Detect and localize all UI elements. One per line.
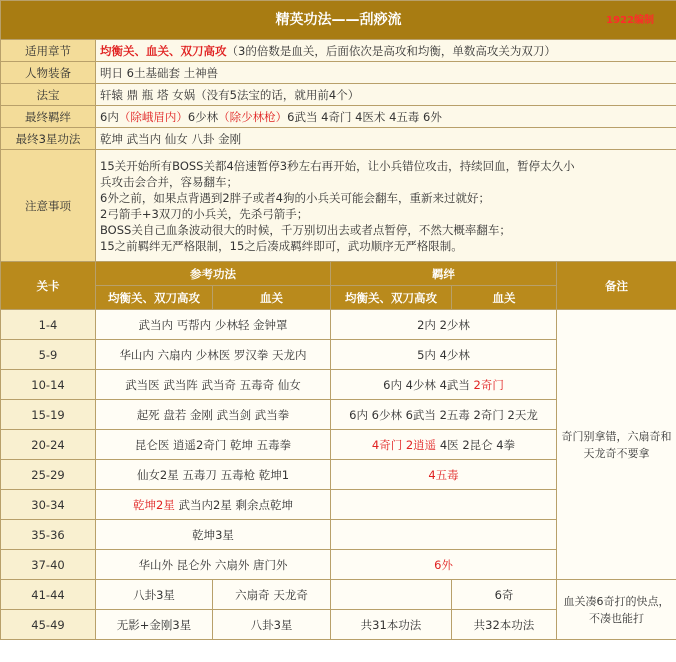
bond-part: 6内	[100, 109, 119, 124]
header-remark: 备注	[557, 262, 676, 310]
table-row	[1, 310, 676, 340]
bond-cell: 4五毒	[331, 460, 557, 490]
table-row	[1, 580, 676, 610]
treasure-label: 法宝	[1, 84, 96, 106]
stage-range: 5-9	[1, 340, 96, 370]
treasure-value: 轩辕 鼎 瓶 塔 女娲（没有5法宝的话，就用前4个）	[96, 84, 676, 106]
skill-highlight: 乾坤2星	[133, 497, 175, 512]
bond-cell: 2内 2少林	[331, 310, 557, 340]
stage-range: 35-36	[1, 520, 96, 550]
note-line: 兵攻击会合并，容易翻车；	[100, 174, 238, 189]
bond-part: 4医 2昆仑 4拳	[436, 437, 516, 452]
notes-value	[96, 150, 676, 262]
stage-range: 15-19	[1, 400, 96, 430]
stage-range: 45-49	[1, 610, 96, 640]
stage-range: 1-4	[1, 310, 96, 340]
note-line: 6外之前，如果点背遇到2胖子或者4狗的小兵关可能会翻车，重新来过就好；	[100, 190, 490, 205]
chapters-highlight: 均衡关、血关、双刀高攻	[100, 43, 227, 58]
skill-cell: 昆仑医 逍遥2奇门 乾坤 五毒拳	[96, 430, 331, 460]
header-skill-blood: 血关	[213, 286, 331, 310]
bond-cell	[331, 490, 557, 520]
notes-label: 注意事项	[1, 150, 96, 262]
note-line: 2弓箭手+3双刀的小兵关，先杀弓箭手；	[100, 206, 309, 221]
bond-part: 6少林	[187, 109, 219, 124]
table-title	[1, 1, 676, 40]
header-bond: 羁绊	[331, 262, 557, 286]
equipment-label: 人物装备	[1, 62, 96, 84]
header-bond-balanced: 均衡关、双刀高攻	[331, 286, 452, 310]
bond-blood-cell: 共32本功法	[452, 610, 557, 640]
bond-cell: 5内 4少林	[331, 340, 557, 370]
skills-value: 乾坤 武当内 仙女 八卦 金刚	[96, 128, 676, 150]
bond-exception: （除峨眉内）	[118, 109, 188, 124]
skill-balanced-cell: 八卦3星	[96, 580, 213, 610]
remark-cell-2: 血关凑6奇打的快点，不凑也能打	[557, 580, 676, 640]
bond-part: 6武当 4奇门 4医术 4五毒 6外	[287, 109, 442, 124]
bond-exception: （除少林枪）	[218, 109, 288, 124]
title-text: 精英功法——刮痧流	[275, 12, 402, 28]
header-stage: 关卡	[1, 262, 96, 310]
remark-cell-1: 奇门别拿错，六扇奇和天龙奇不要拿	[557, 310, 676, 580]
header-ref-skill: 参考功法	[96, 262, 331, 286]
note-line: 15关开始所有BOSS关都4倍速暂停3秒左右再开始，让小兵错位攻击，持续回血，暂停太久小	[100, 158, 575, 173]
chapters-value	[96, 40, 676, 62]
skill-cell: 乾坤3星	[96, 520, 331, 550]
bond-cell: 6内 6少林 6武当 2五毒 2奇门 2天龙	[331, 400, 557, 430]
bond-part: 6内 4少林 4武当	[383, 377, 474, 392]
bond-cell	[331, 430, 557, 460]
skills-label: 最终3星功法	[1, 128, 96, 150]
bond-highlight: 4奇门 2逍遥	[371, 437, 437, 452]
skill-cell: 华山内 六扇内 少林医 罗汉拳 天龙内	[96, 340, 331, 370]
skill-cell: 起死 盘若 金刚 武当剑 武当拳	[96, 400, 331, 430]
stage-range: 20-24	[1, 430, 96, 460]
skill-cell: 武当内 丐帮内 少林轻 金钟罩	[96, 310, 331, 340]
stage-range: 41-44	[1, 580, 96, 610]
skill-cell	[96, 490, 331, 520]
skill-blood-cell: 八卦3星	[213, 610, 331, 640]
chapters-label: 适用章节	[1, 40, 96, 62]
skill-cell: 武当医 武当阵 武当奇 五毒奇 仙女	[96, 370, 331, 400]
bond-blood-cell: 6奇	[452, 580, 557, 610]
skill-balanced-cell: 无影+金刚3星	[96, 610, 213, 640]
stage-range: 30-34	[1, 490, 96, 520]
bond-label: 最终羁绊	[1, 106, 96, 128]
equipment-value: 明日 6土基础套 土神兽	[96, 62, 676, 84]
note-line: 15之前羁绊无严格限制，15之后凑成羁绊即可，武功顺序无严格限制。	[100, 238, 463, 253]
skill-cell: 仙女2星 五毒刀 五毒枪 乾坤1	[96, 460, 331, 490]
bond-cell	[331, 520, 557, 550]
skill-blood-cell: 六扇奇 天龙奇	[213, 580, 331, 610]
header-bond-blood: 血关	[452, 286, 557, 310]
bond-highlight: 2奇门	[473, 377, 504, 392]
bond-cell	[331, 370, 557, 400]
bond-value	[96, 106, 676, 128]
stage-range: 25-29	[1, 460, 96, 490]
bond-cell: 6外	[331, 550, 557, 580]
note-line: BOSS关自己血条波动很大的时候，千万别切出去或者点暂停，不然大概率翻车；	[100, 222, 511, 237]
bond-balanced-cell	[331, 580, 452, 610]
stage-range: 10-14	[1, 370, 96, 400]
chapters-rest: （3的倍数是血关，后面依次是高攻和均衡，单数高攻关为双刀）	[226, 43, 556, 58]
header-skill-balanced: 均衡关、双刀高攻	[96, 286, 213, 310]
bond-balanced-cell: 共31本功法	[331, 610, 452, 640]
author-tag: 1922编制	[606, 15, 654, 26]
skill-cell: 华山外 昆仑外 六扇外 唐门外	[96, 550, 331, 580]
skill-part: 武当内2星 剩余点乾坤	[174, 497, 293, 512]
stage-range: 37-40	[1, 550, 96, 580]
